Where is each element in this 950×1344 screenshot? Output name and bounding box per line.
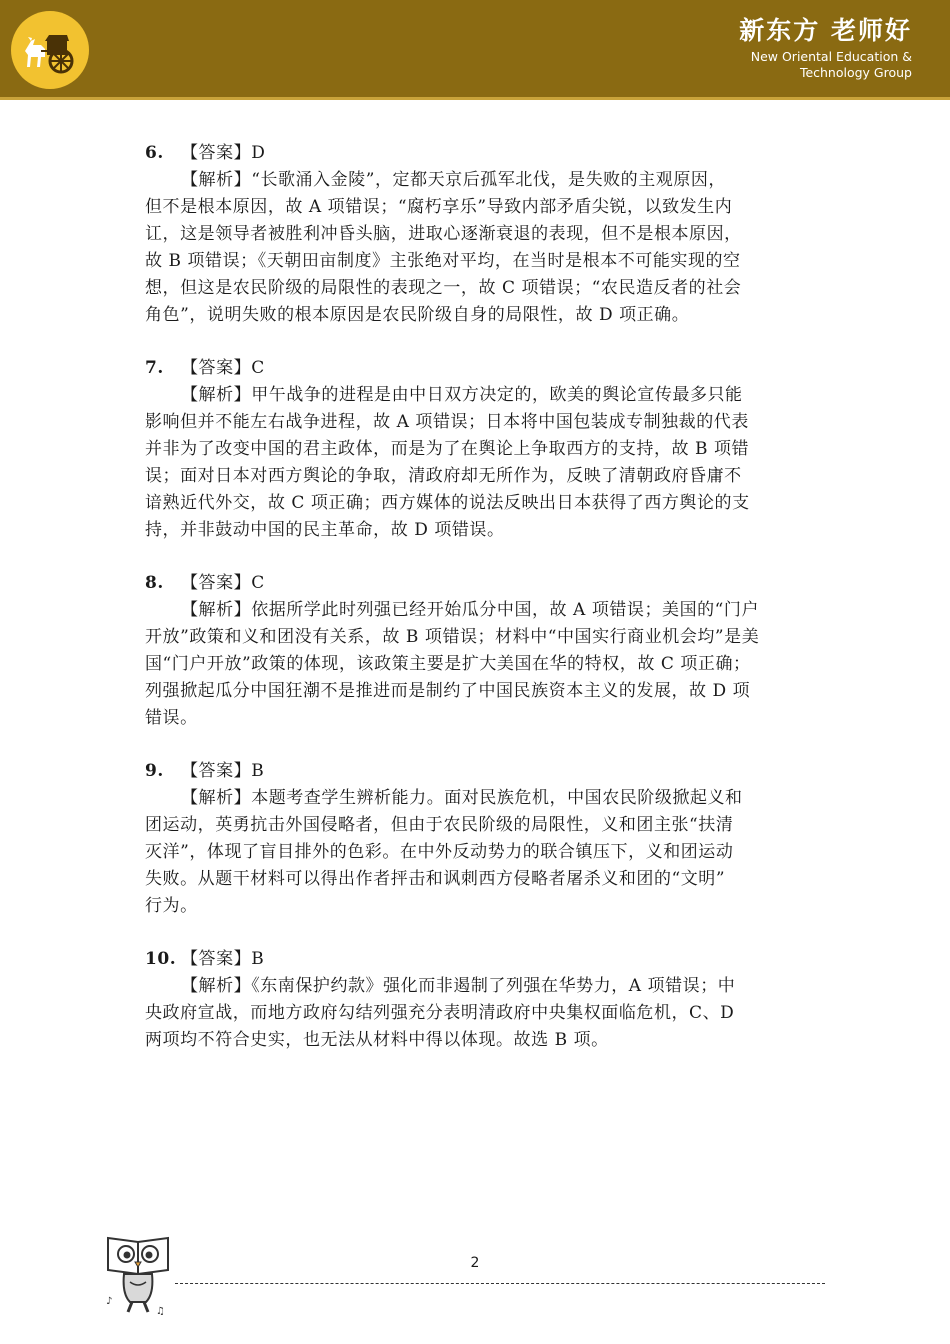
explanation-line: 【解析】依据所学此时列强已经开始瓜分中国，故 A 项错误；美国的“门户 bbox=[181, 600, 760, 620]
horse-carriage-logo-icon bbox=[11, 11, 89, 89]
explanation-line: 【解析】“长歌涌入金陵”，定都天京后孤军北伐，是失败的主观原因， bbox=[181, 170, 726, 190]
explanation-line: 并非为了改变中国的君主政体，而是为了在舆论上争取西方的支持，故 B 项错 bbox=[145, 439, 750, 459]
answer-line bbox=[145, 946, 805, 973]
explanation-line: 【解析】本题考查学生辨析能力。面对民族危机，中国农民阶级掀起义和 bbox=[181, 788, 743, 808]
explanation-line: 失败。从题干材料可以得出作者抨击和讽刺西方侵略者屠杀义和团的“文明” bbox=[145, 869, 726, 889]
question-number: 6. bbox=[145, 143, 164, 163]
brand-english-line-2: Technology Group bbox=[799, 65, 912, 80]
explanation-line: 团运动，英勇抗击外国侵略者，但由于农民阶级的局限性，义和团主张“扶清 bbox=[145, 815, 734, 835]
question-number: 10. bbox=[145, 949, 177, 969]
footer-divider bbox=[175, 1283, 825, 1284]
explanation-line: 两项均不符合史实，也无法从材料中得以体现。故选 B 项。 bbox=[145, 1030, 609, 1050]
brand-chinese-name: 新东方 老师好 bbox=[739, 16, 912, 45]
explanation-line: 开放”政策和义和团没有关系，故 B 项错误；材料中“中国实行商业机会均”是美 bbox=[145, 627, 760, 647]
explanation-line: 想，但这是农民阶级的局限性的表现之一，故 C 项错误；“农民造反者的社会 bbox=[145, 278, 742, 298]
answer-line bbox=[145, 140, 805, 167]
question-block-7 bbox=[145, 355, 805, 544]
owl-book-mascot-icon bbox=[104, 1232, 172, 1320]
svg-text:♪: ♪ bbox=[106, 1296, 113, 1307]
explanation-line: 列强掀起瓜分中国狂潮不是推进而是制约了中国民族资本主义的发展，故 D 项 bbox=[145, 681, 751, 701]
explanation-line: 谙熟近代外交，故 C 项正确；西方媒体的说法反映出日本获得了西方舆论的支 bbox=[145, 493, 750, 513]
explanation-line: 影响但并不能左右战争进程，故 A 项错误；日本将中国包装成专制独裁的代表 bbox=[145, 412, 749, 432]
explanation-line: 误；面对日本对西方舆论的争取，清政府却无所作为，反映了清朝政府昏庸不 bbox=[145, 466, 742, 486]
question-number: 8. bbox=[145, 573, 164, 593]
answer-text: 【答案】C bbox=[181, 573, 265, 593]
explanation-line: 【解析】《东南保护约款》强化而非遏制了列强在华势力，A 项错误；中 bbox=[181, 976, 736, 996]
answer-text: 【答案】D bbox=[181, 143, 266, 163]
explanation-line: 【解析】甲午战争的进程是由中日双方决定的，欧美的舆论宣传最多只能 bbox=[181, 385, 743, 405]
question-block-10 bbox=[145, 946, 805, 1054]
answer-text: 【答案】B bbox=[181, 949, 265, 969]
explanation-line: 角色”，说明失败的根本原因是农民阶级自身的局限性，故 D 项正确。 bbox=[145, 305, 690, 325]
question-block-8 bbox=[145, 570, 805, 732]
question-number: 9. bbox=[145, 761, 164, 781]
explanation-line: 灭洋”，体现了盲目排外的色彩。在中外反动势力的联合镇压下，义和团运动 bbox=[145, 842, 734, 862]
question-block-6 bbox=[145, 140, 805, 329]
question-block-9 bbox=[145, 758, 805, 920]
brand-english-line-1: New Oriental Education & bbox=[750, 49, 912, 64]
answer-line bbox=[145, 570, 805, 597]
page-number: 2 bbox=[470, 1255, 480, 1271]
svg-text:♫: ♫ bbox=[156, 1306, 165, 1316]
explanation-line: 讧，这是领导者被胜利冲昏头脑，进取心逐渐衰退的表现，但不是根本原因， bbox=[145, 224, 742, 244]
answer-text: 【答案】B bbox=[181, 761, 265, 781]
question-number: 7. bbox=[145, 358, 164, 378]
answer-text: 【答案】C bbox=[181, 358, 265, 378]
explanation-line: 国“门户开放”政策的体现，该政策主要是扩大美国在华的特权，故 C 项正确； bbox=[145, 654, 751, 674]
explanation-line: 行为。 bbox=[145, 896, 198, 916]
page-header bbox=[0, 0, 950, 100]
explanation-line: 错误。 bbox=[145, 708, 198, 728]
explanation-line: 央政府宣战，而地方政府勾结列强充分表明清政府中央集权面临危机，C、D bbox=[145, 1003, 735, 1023]
explanation-line: 持，并非鼓动中国的民主革命，故 D 项错误。 bbox=[145, 520, 505, 540]
brand-block bbox=[739, 16, 912, 81]
answer-explanations bbox=[145, 140, 805, 1080]
explanation-line: 故 B 项错误；《天朝田亩制度》主张绝对平均，在当时是根本不可能实现的空 bbox=[145, 251, 741, 271]
answer-line bbox=[145, 758, 805, 785]
answer-line bbox=[145, 355, 805, 382]
explanation-line: 但不是根本原因，故 A 项错误；“腐朽享乐”导致内部矛盾尖锐，以致发生内 bbox=[145, 197, 733, 217]
